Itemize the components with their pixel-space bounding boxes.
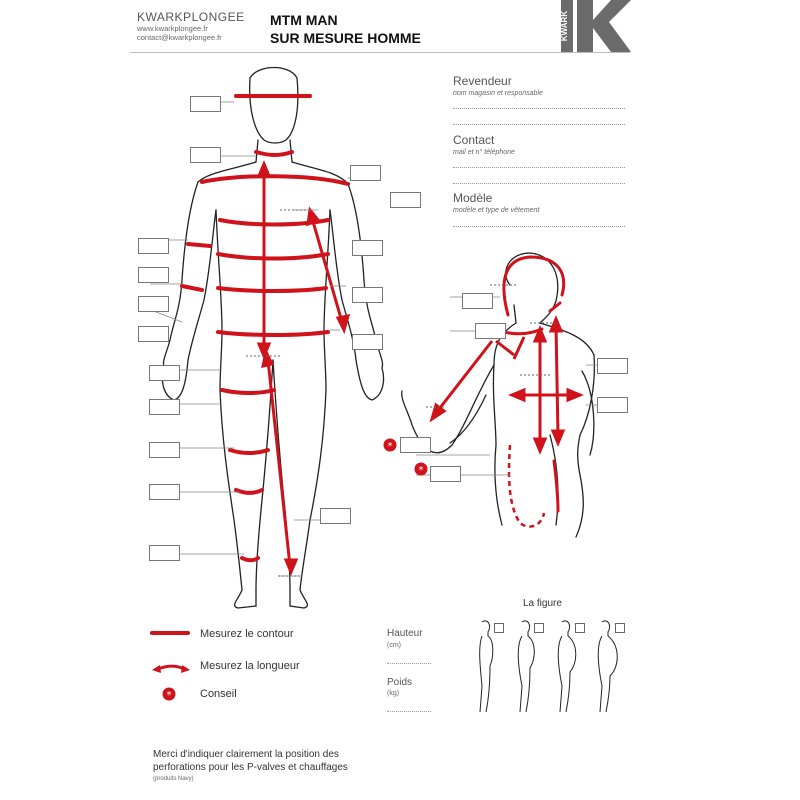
- conseil-icon: [383, 438, 397, 452]
- height-input[interactable]: [387, 663, 431, 664]
- legend-conseil-label: Conseil: [200, 688, 237, 700]
- measure-box-ankle[interactable]: [149, 545, 180, 561]
- modele-title: Modèle: [453, 191, 493, 205]
- body-type-checkbox-1[interactable]: [494, 623, 504, 633]
- revendeur-line-1[interactable]: [453, 108, 625, 109]
- measure-box-chest[interactable]: [350, 165, 381, 181]
- measure-box-calf[interactable]: [149, 484, 180, 500]
- measure-box-neck[interactable]: [190, 147, 221, 163]
- page-subtitle: SUR MESURE HOMME: [270, 30, 421, 46]
- legend-contour-label: Mesurez le contour: [200, 628, 294, 640]
- measure-box-arm-length[interactable]: [352, 240, 383, 256]
- svg-text:*: *: [166, 690, 172, 701]
- contact-line-2[interactable]: [453, 183, 625, 184]
- modele-line-1[interactable]: [453, 226, 625, 227]
- measure-box-sleeve-length[interactable]: [400, 437, 431, 453]
- measure-box-biceps[interactable]: [138, 267, 169, 283]
- header-divider: [130, 52, 630, 53]
- weight-input[interactable]: [387, 711, 431, 712]
- measure-box-shoulder[interactable]: [390, 192, 421, 208]
- contour-legend-icon: [150, 628, 190, 638]
- website-link[interactable]: www.kwarkplongee.fr: [137, 24, 208, 33]
- measure-box-crotch[interactable]: [430, 466, 461, 482]
- measure-box-hips[interactable]: [352, 334, 383, 350]
- front-body-diagram: [130, 60, 430, 620]
- logo-text: KWARK: [560, 10, 569, 42]
- measure-box-waist[interactable]: [352, 287, 383, 303]
- measure-box-back-width[interactable]: [597, 358, 628, 374]
- svg-text:*: *: [418, 465, 424, 476]
- height-label: Hauteur: [387, 628, 423, 639]
- measure-box-wrist[interactable]: [138, 326, 169, 342]
- height-unit: (cm): [387, 642, 401, 649]
- footer-note-line2: perforations pour les P-valves et chauffages: [153, 762, 348, 773]
- measure-box-head[interactable]: [190, 96, 221, 112]
- side-body-diagram: [387, 245, 640, 545]
- measure-box-neck-back[interactable]: [475, 323, 506, 339]
- company-name: KWARKPLONGEE: [137, 10, 245, 24]
- svg-text:*: *: [387, 441, 393, 452]
- revendeur-line-2[interactable]: [453, 124, 625, 125]
- measure-box-upper-arm[interactable]: [138, 238, 169, 254]
- measure-box-back-length[interactable]: [597, 397, 628, 413]
- kwark-logo: [559, 0, 633, 52]
- body-type-checkbox-3[interactable]: [575, 623, 585, 633]
- figure-section-title: La figure: [523, 598, 562, 609]
- measure-box-head-back[interactable]: [462, 293, 493, 309]
- length-legend-icon: [150, 660, 192, 674]
- measure-box-thigh[interactable]: [149, 399, 180, 415]
- measure-box-seat[interactable]: [149, 365, 180, 381]
- revendeur-title: Revendeur: [453, 74, 512, 88]
- measure-box-inseam[interactable]: [320, 508, 351, 524]
- weight-label: Poids: [387, 677, 413, 688]
- measure-box-knee[interactable]: [149, 442, 180, 458]
- email-link[interactable]: contact@kwarkplongee.fr: [137, 33, 222, 42]
- footer-note-line1: Merci d'indiquer clairement la position des: [153, 749, 339, 760]
- contact-title: Contact: [453, 133, 495, 147]
- legend-length-label: Mesurez la longueur: [200, 660, 300, 672]
- footer-note-line3: (produits Navy): [153, 776, 194, 782]
- body-type-checkbox-4[interactable]: [615, 623, 625, 633]
- conseil-legend-icon: [162, 687, 176, 701]
- page-title: MTM MAN: [270, 12, 338, 28]
- measure-box-forearm[interactable]: [138, 296, 169, 312]
- modele-hint: modèle et type de vêtement: [453, 207, 540, 214]
- conseil-icon: [414, 462, 428, 476]
- contact-hint: mail et n° téléphone: [453, 149, 515, 156]
- weight-unit: (kg): [387, 690, 400, 697]
- body-type-checkbox-2[interactable]: [534, 623, 544, 633]
- contact-line-1[interactable]: [453, 167, 625, 168]
- revendeur-hint: nom magasin et responsable: [453, 90, 543, 97]
